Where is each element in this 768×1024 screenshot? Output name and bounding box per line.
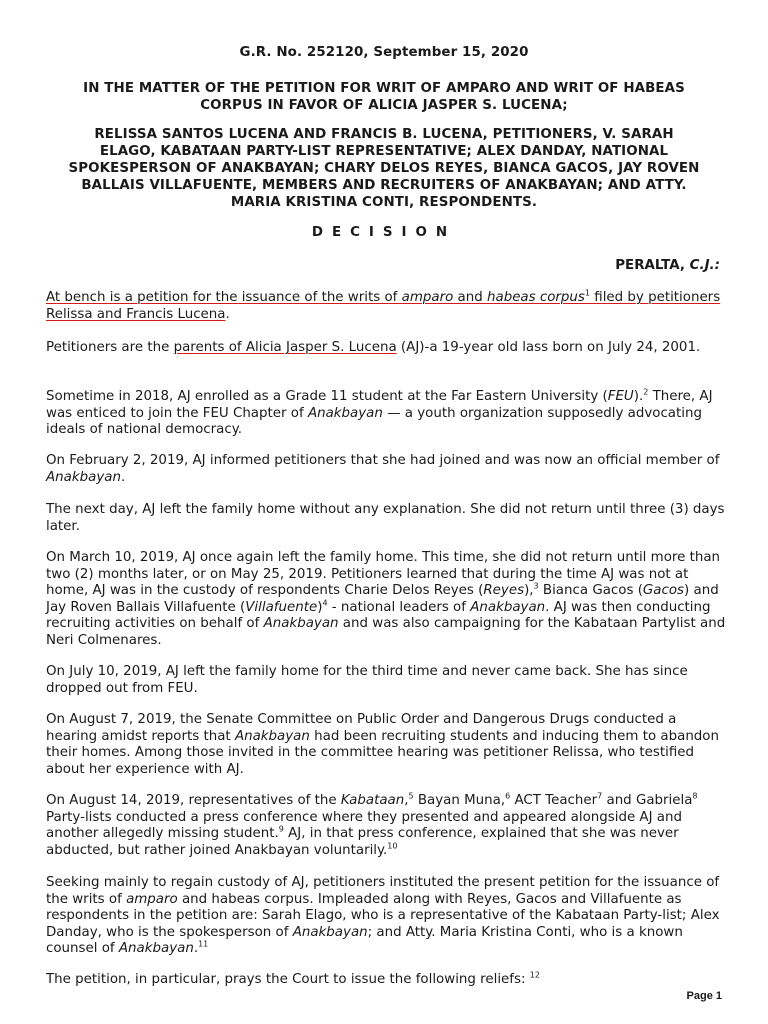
- page-number: Page 1: [686, 990, 722, 1002]
- ponente-name: PERALTA,: [615, 258, 685, 273]
- paragraph-11: The petition, in particular, prays the Court to issue the following reliefs: $^{12}$: [46, 970, 540, 987]
- paragraph-7: On July 10, 2019, AJ left the family home for the third time and never came back. She has since dropped out from FEU.: [46, 664, 688, 696]
- paragraph-1: At bench is a petition for the issuance of the writs of amparo and habeas corpus$^1$ filed by petitioners Relissa and Francis Lucena.: [46, 288, 721, 322]
- paragraph-6: On March 10, 2019, AJ once again left the family home. This time, she did not return until more than two (2) months later, or on May 25, 2019. Petitioners learned that during the time AJ was not at home, AJ was in the custody of respondents Charie Delos Reyes (Reyes),$^3$ Bianca Gacos (Gacos) and Jay Roven Ballais Villafuente (Villafuente)$^4$ - national leaders of Anakbayan. AJ was then conducting recruiting activities on behalf of Anakbayan and was also campaigning for the Kabataan Partylist and Neri Colmenares.: [46, 550, 726, 648]
- paragraph-9: On August 14, 2019, representatives of the Kabataan,$^5$ Bayan Muna,$^6$ ACT Teacher$^7$ and Gabriela$^8$ Party-lists conducted a press conference where they presented and appeared alongside AJ and another allegedly missing student.$^9$ AJ, in that press conference, explained that she was never abducted, but rather joined Anakbayan voluntarily.$^{10}$: [46, 791, 698, 858]
- highlighted-text: parents of Alicia Jasper S. Lucena: [173, 340, 397, 355]
- parties-line: ELAGO, KABATAAN PARTY-LIST REPRESENTATIVE; ALEX DANDAY, NATIONAL: [99, 144, 669, 159]
- paragraph-2: Petitioners are the parents of Alicia Jasper S. Lucena (AJ)-a 19-year old lass born on July 24, 2001.: [46, 340, 701, 355]
- footnote-ref: 7: [597, 791, 603, 801]
- decision-title: DECISION: [311, 225, 457, 240]
- case-title-heading: [40, 80, 728, 114]
- footnote-ref: 1: [584, 288, 590, 298]
- footnote-ref: 11: [198, 939, 209, 949]
- parties-heading: [40, 126, 728, 211]
- case-number-heading: G.R. No. 252120, September 15, 2020: [239, 45, 529, 60]
- footnote-ref: 2: [643, 387, 649, 397]
- footnote-ref: 10: [387, 841, 398, 851]
- footnote-ref: 8: [692, 791, 698, 801]
- footnote-ref: 12: [529, 970, 540, 980]
- parties-line: MARIA KRISTINA CONTI, RESPONDENTS.: [230, 195, 538, 210]
- footnote-ref: 3: [533, 581, 539, 591]
- parties-line: RELISSA SANTOS LUCENA AND FRANCIS B. LUCENA, PETITIONERS, V. SARAH: [94, 127, 674, 142]
- footnote-ref: 9: [278, 824, 284, 834]
- paragraph-5: The next day, AJ left the family home without any explanation. She did not return until three (3) days later.: [46, 502, 725, 534]
- footnote-ref: 6: [505, 791, 511, 801]
- paragraph-4: On February 2, 2019, AJ informed petitioners that she had joined and was now an official member of Anakbayan.: [46, 453, 720, 485]
- paragraph-10: Seeking mainly to regain custody of AJ, petitioners instituted the present petition for the issuance of the writs of amparo and habeas corpus. Impleaded along with Reyes, Gacos and Villafuente as respondents in the petition are: Sarah Elago, who is a representative of the Kabataan Party-list; Alex Danday, who is the spokesperson of Anakbayan; and Atty. Maria Kristina Conti, who is a known counsel of Anakbayan.$^{11}$: [46, 875, 720, 957]
- footnote-ref: 5: [408, 791, 414, 801]
- case-title-line: IN THE MATTER OF THE PETITION FOR WRIT OF AMPARO AND WRIT OF HABEAS: [83, 81, 685, 96]
- highlighted-text: At bench is a petition for the issuance of the writs of amparo and habeas corpus$^1$ filed by petitioners Relissa and Francis Lucena: [46, 288, 721, 322]
- parties-line: BALLAIS VILLAFUENTE, MEMBERS AND RECRUITERS OF ANAKBAYAN; AND ATTY.: [81, 178, 687, 193]
- ponente: [615, 258, 720, 273]
- ponente-title: C.J.:: [689, 258, 720, 273]
- paragraph-8: On August 7, 2019, the Senate Committee on Public Order and Dangerous Drugs conducted a hearing amidst reports that Anakbayan had been recruiting students and inducing them to abandon their homes. Among those invited in the committee hearing was petitioner Relissa, who testified about her experience with AJ.: [46, 712, 719, 777]
- parties-line: SPOKESPERSON OF ANAKBAYAN; CHARY DELOS REYES, BIANCA GACOS, JAY ROVEN: [68, 161, 700, 176]
- paragraph-3: Sometime in 2018, AJ enrolled as a Grade 11 student at the Far Eastern University (FEU).$^2$ There, AJ was enticed to join the FEU Chapter of Anakbayan — a youth organization supposedly advocating ideals of national democracy.: [46, 387, 713, 438]
- footnote-ref: 4: [322, 598, 328, 608]
- case-title-line: CORPUS IN FAVOR OF ALICIA JASPER S. LUCENA;: [200, 98, 568, 113]
